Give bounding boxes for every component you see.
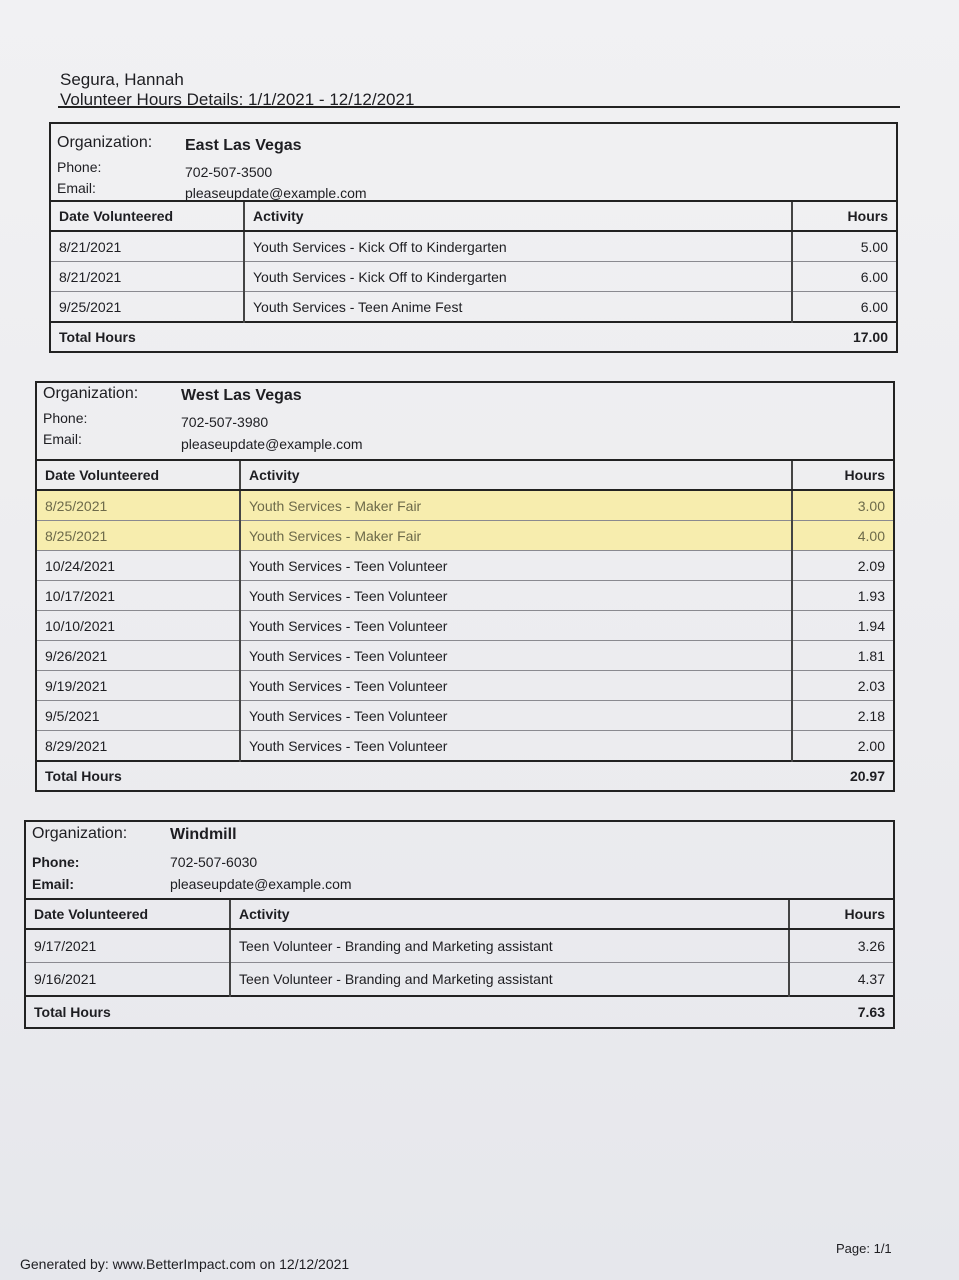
org-email: pleaseupdate@example.com: [170, 876, 352, 892]
org-phone: 702-507-3980: [181, 414, 269, 430]
date-cell: 8/21/2021: [51, 231, 244, 262]
table-row-highlighted: [37, 521, 893, 551]
date-column-header: Date Volunteered: [26, 900, 230, 929]
activity-cell: Youth Services - Teen Volunteer: [240, 551, 792, 581]
activity-column-header: Activity: [230, 900, 789, 929]
hours-cell: 1.93: [792, 581, 893, 611]
page-number: Page: 1/1: [836, 1241, 892, 1256]
hours-cell: 4.00: [792, 521, 893, 551]
email-label: Email:: [43, 431, 82, 447]
hours-cell: 6.00: [792, 292, 896, 323]
org-phone: 702-507-6030: [170, 854, 258, 870]
table-row: [37, 671, 893, 701]
table-row: [37, 701, 893, 731]
activity-column-header: Activity: [240, 461, 792, 490]
phone-label: Phone:: [43, 410, 88, 426]
activity-cell: Youth Services - Teen Volunteer: [240, 611, 792, 641]
activity-column-header: Activity: [244, 202, 792, 231]
phone-label: Phone:: [32, 854, 80, 870]
hours-column-header: Hours: [792, 461, 893, 490]
org-info: [51, 124, 896, 202]
org-section-east-las-vegas: [49, 122, 898, 353]
hours-cell: 3.00: [792, 490, 893, 521]
activity-cell: Youth Services - Kick Off to Kindergarten: [244, 231, 792, 262]
org-name: Windmill: [170, 826, 237, 843]
org-section-windmill: [24, 820, 895, 1029]
table-row: [51, 231, 896, 262]
activity-cell: Youth Services - Teen Anime Fest: [244, 292, 792, 323]
org-name: West Las Vegas: [181, 387, 302, 404]
hours-column-header: Hours: [792, 202, 896, 231]
hours-cell: 2.09: [792, 551, 893, 581]
org-section-west-las-vegas: [35, 381, 895, 792]
total-row: [51, 322, 896, 351]
hours-cell: 2.03: [792, 671, 893, 701]
date-cell: 9/16/2021: [26, 963, 230, 997]
org-name: East Las Vegas: [185, 137, 302, 154]
table-row: [37, 551, 893, 581]
report-title: Volunteer Hours Details: 1/1/2021 - 12/12/2021: [60, 90, 415, 109]
table-row: [37, 581, 893, 611]
hours-cell: 6.00: [792, 262, 896, 292]
email-label: Email:: [57, 180, 96, 196]
hours-cell: 5.00: [792, 231, 896, 262]
total-label: Total Hours: [51, 322, 792, 351]
phone-label: Phone:: [57, 159, 102, 175]
date-cell: 9/17/2021: [26, 929, 230, 963]
date-cell: 8/25/2021: [37, 490, 240, 521]
hours-cell: 4.37: [789, 963, 893, 997]
activity-cell: Teen Volunteer - Branding and Marketing assistant: [230, 929, 789, 963]
org-info: [37, 383, 893, 461]
date-cell: 10/17/2021: [37, 581, 240, 611]
table-row: [51, 262, 896, 292]
date-column-header: Date Volunteered: [51, 202, 244, 231]
table-row: [51, 292, 896, 323]
date-cell: 10/24/2021: [37, 551, 240, 581]
date-cell: 8/21/2021: [51, 262, 244, 292]
activity-cell: Youth Services - Teen Volunteer: [240, 671, 792, 701]
report-header: [60, 70, 414, 110]
activity-cell: Youth Services - Teen Volunteer: [240, 581, 792, 611]
total-hours: 17.00: [792, 322, 896, 351]
org-email: pleaseupdate@example.com: [181, 436, 363, 452]
hours-cell: 3.26: [789, 929, 893, 963]
total-label: Total Hours: [37, 761, 792, 790]
hours-table: [51, 202, 896, 351]
hours-cell: 1.94: [792, 611, 893, 641]
table-row-highlighted: [37, 490, 893, 521]
total-label: Total Hours: [26, 996, 789, 1027]
total-row: [37, 761, 893, 790]
org-email: pleaseupdate@example.com: [185, 185, 367, 201]
hours-cell: 2.00: [792, 731, 893, 762]
org-label: Organization:: [43, 385, 139, 402]
activity-cell: Youth Services - Kick Off to Kindergarten: [244, 262, 792, 292]
table-row: [37, 611, 893, 641]
date-cell: 10/10/2021: [37, 611, 240, 641]
date-column-header: Date Volunteered: [37, 461, 240, 490]
table-row: [26, 929, 893, 963]
date-cell: 9/25/2021: [51, 292, 244, 323]
hours-column-header: Hours: [789, 900, 893, 929]
header-divider: [58, 106, 900, 108]
hours-cell: 2.18: [792, 701, 893, 731]
hours-cell: 1.81: [792, 641, 893, 671]
activity-cell: Teen Volunteer - Branding and Marketing assistant: [230, 963, 789, 997]
total-row: [26, 996, 893, 1027]
total-hours: 7.63: [789, 996, 893, 1027]
volunteer-name: Segura, Hannah: [60, 70, 184, 89]
activity-cell: Youth Services - Maker Fair: [240, 521, 792, 551]
table-header-row: [26, 900, 893, 929]
activity-cell: Youth Services - Teen Volunteer: [240, 731, 792, 762]
activity-cell: Youth Services - Teen Volunteer: [240, 641, 792, 671]
date-cell: 9/26/2021: [37, 641, 240, 671]
email-label: Email:: [32, 876, 75, 892]
hours-table: [37, 461, 893, 790]
org-label: Organization:: [57, 134, 153, 151]
org-info: [26, 822, 893, 900]
total-hours: 20.97: [792, 761, 893, 790]
date-cell: 9/5/2021: [37, 701, 240, 731]
table-header-row: [51, 202, 896, 231]
date-cell: 8/29/2021: [37, 731, 240, 762]
activity-cell: Youth Services - Maker Fair: [240, 490, 792, 521]
table-row: [37, 641, 893, 671]
org-label: Organization:: [32, 825, 128, 842]
org-phone: 702-507-3500: [185, 164, 273, 180]
table-row: [26, 963, 893, 997]
table-row: [37, 731, 893, 762]
date-cell: 9/19/2021: [37, 671, 240, 701]
date-cell: 8/25/2021: [37, 521, 240, 551]
generated-by-footer: Generated by: www.BetterImpact.com on 12/12/2021: [20, 1256, 350, 1272]
hours-table: [26, 900, 893, 1027]
table-header-row: [37, 461, 893, 490]
activity-cell: Youth Services - Teen Volunteer: [240, 701, 792, 731]
